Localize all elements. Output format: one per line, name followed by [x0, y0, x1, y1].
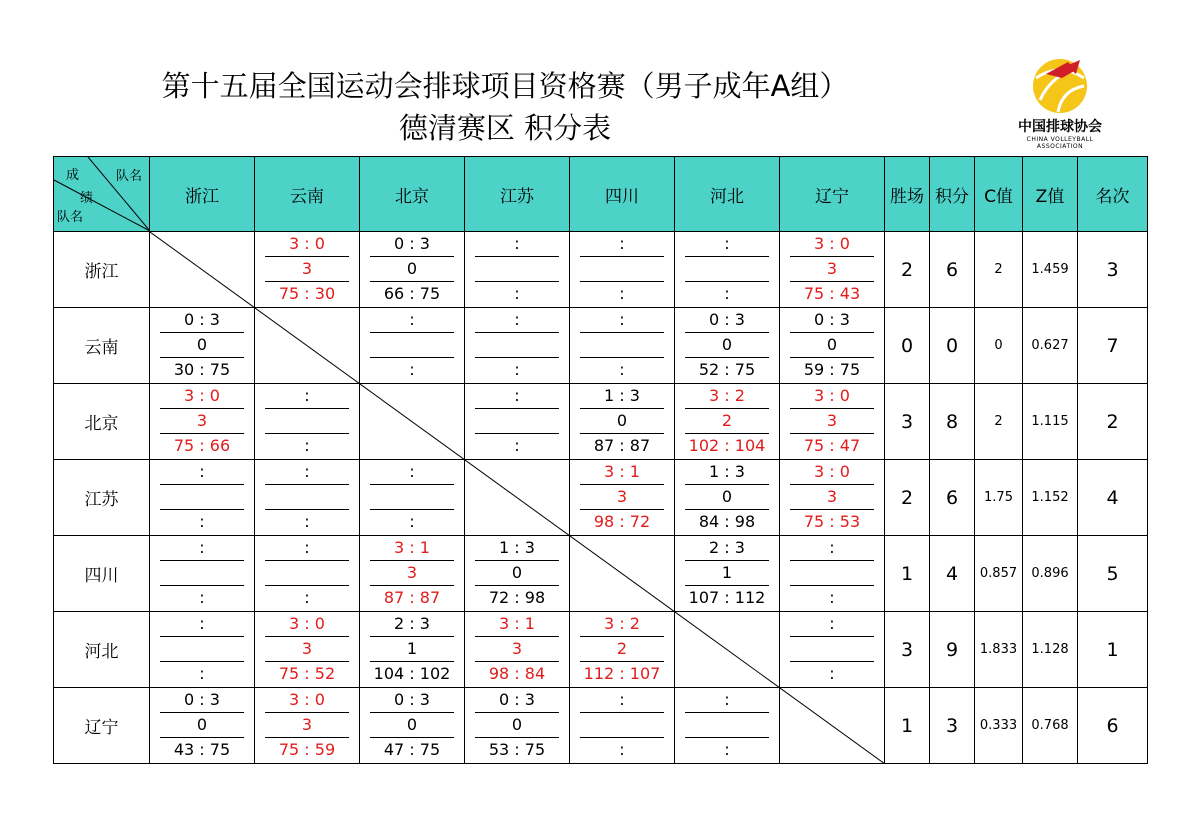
table-row — [54, 460, 1148, 536]
page-subtitle: 德清赛区 积分表 — [398, 111, 612, 145]
self-match-cell — [675, 612, 780, 688]
match-points — [160, 637, 244, 662]
set-score: : — [160, 612, 244, 637]
total-points: 4 — [930, 536, 975, 612]
set-score: 3 : 0 — [790, 232, 874, 257]
diagonal-line — [150, 232, 255, 308]
z-value: 1.459 — [1023, 232, 1078, 308]
rally-points: 75 : 66 — [173, 436, 231, 455]
rally-points: 104 : 102 — [373, 664, 451, 683]
z-value: 1.152 — [1023, 460, 1078, 536]
set-score: 3 : 0 — [790, 384, 874, 409]
rally-points: 53 : 75 — [488, 740, 546, 759]
set-score: 3 : 0 — [790, 460, 874, 485]
wins-count: 3 — [885, 612, 930, 688]
match-points: 3 — [580, 485, 664, 510]
match-result-cell — [150, 384, 255, 460]
match-points: 0 — [160, 333, 244, 358]
self-match-cell — [150, 232, 255, 308]
column-header: 云南 — [255, 157, 360, 232]
row-team-name: 云南 — [54, 308, 150, 384]
set-score: 0 : 3 — [370, 688, 454, 713]
set-score: 1 : 3 — [685, 460, 769, 485]
column-header: 名次 — [1078, 157, 1148, 232]
set-score: 2 : 3 — [685, 536, 769, 561]
match-result-cell — [675, 688, 780, 764]
rally-points: 72 : 98 — [488, 588, 546, 607]
rank: 7 — [1078, 308, 1148, 384]
match-points — [685, 257, 769, 282]
match-result-cell — [255, 232, 360, 308]
set-score: 3 : 0 — [160, 384, 244, 409]
c-value: 1.833 — [975, 612, 1023, 688]
table-row — [54, 232, 1148, 308]
match-result-cell — [150, 536, 255, 612]
match-points: 3 — [475, 637, 559, 662]
rank: 5 — [1078, 536, 1148, 612]
rally-points: 98 : 84 — [488, 664, 546, 683]
match-points: 0 — [790, 333, 874, 358]
row-team-name: 四川 — [54, 536, 150, 612]
match-points — [265, 409, 349, 434]
match-points — [580, 333, 664, 358]
z-value: 0.896 — [1023, 536, 1078, 612]
diagonal-line — [675, 612, 780, 688]
rank: 6 — [1078, 688, 1148, 764]
match-points: 0 — [160, 713, 244, 738]
rally-points: 107 : 112 — [688, 588, 766, 607]
match-points — [475, 257, 559, 282]
match-points: 3 — [160, 409, 244, 434]
match-result-cell — [780, 232, 885, 308]
diagonal-line — [255, 308, 360, 384]
rally-points: 75 : 47 — [803, 436, 861, 455]
rally-points: 75 : 52 — [278, 664, 336, 683]
rally-points: 75 : 43 — [803, 284, 861, 303]
total-points: 6 — [930, 232, 975, 308]
total-points: 3 — [930, 688, 975, 764]
match-points — [370, 333, 454, 358]
rally-points: : — [199, 664, 205, 683]
wins-count: 3 — [885, 384, 930, 460]
rally-points: 87 : 87 — [383, 588, 441, 607]
standings-table — [53, 156, 1148, 764]
match-result-cell — [465, 688, 570, 764]
total-points: 9 — [930, 612, 975, 688]
rally-points: 47 : 75 — [383, 740, 441, 759]
match-result-cell — [570, 460, 675, 536]
match-points — [160, 561, 244, 586]
match-result-cell — [465, 232, 570, 308]
z-value: 1.128 — [1023, 612, 1078, 688]
match-result-cell — [255, 536, 360, 612]
rank: 2 — [1078, 384, 1148, 460]
match-points: 3 — [370, 561, 454, 586]
match-points — [475, 409, 559, 434]
match-points: 3 — [790, 409, 874, 434]
diagonal-line — [360, 384, 465, 460]
table-row — [54, 308, 1148, 384]
row-team-name: 江苏 — [54, 460, 150, 536]
column-header: 浙江 — [150, 157, 255, 232]
match-points: 0 — [580, 409, 664, 434]
total-points: 8 — [930, 384, 975, 460]
set-score: : — [580, 308, 664, 333]
match-result-cell — [780, 384, 885, 460]
rally-points: : — [724, 740, 730, 759]
set-score: 3 : 2 — [685, 384, 769, 409]
rally-points: : — [514, 436, 520, 455]
set-score: : — [160, 536, 244, 561]
self-match-cell — [780, 688, 885, 764]
column-header: 河北 — [675, 157, 780, 232]
match-result-cell — [150, 612, 255, 688]
match-result-cell — [780, 612, 885, 688]
match-result-cell — [780, 460, 885, 536]
rally-points: 75 : 30 — [278, 284, 336, 303]
match-result-cell — [675, 460, 780, 536]
diagonal-line — [465, 460, 570, 536]
match-result-cell — [150, 308, 255, 384]
match-result-cell — [255, 384, 360, 460]
c-value: 2 — [975, 232, 1023, 308]
column-header: 四川 — [570, 157, 675, 232]
match-points — [580, 713, 664, 738]
match-points — [790, 637, 874, 662]
self-match-cell — [570, 536, 675, 612]
match-points: 3 — [790, 485, 874, 510]
match-points: 3 — [790, 257, 874, 282]
row-team-name: 北京 — [54, 384, 150, 460]
column-header: 胜场 — [885, 157, 930, 232]
self-match-cell — [255, 308, 360, 384]
match-result-cell — [360, 232, 465, 308]
match-points: 2 — [580, 637, 664, 662]
table-row — [54, 688, 1148, 764]
match-points — [685, 713, 769, 738]
column-header: 江苏 — [465, 157, 570, 232]
match-result-cell — [150, 460, 255, 536]
z-value: 0.627 — [1023, 308, 1078, 384]
rally-points: 84 : 98 — [698, 512, 756, 531]
rally-points: : — [304, 512, 310, 531]
set-score: : — [370, 308, 454, 333]
match-result-cell — [675, 384, 780, 460]
match-result-cell — [465, 536, 570, 612]
rally-points: : — [199, 512, 205, 531]
c-value: 0 — [975, 308, 1023, 384]
match-points: 0 — [475, 713, 559, 738]
logo-name-cn: 中国排球协会 — [1018, 119, 1102, 135]
self-match-cell — [465, 460, 570, 536]
match-points: 3 — [265, 637, 349, 662]
row-team-name: 浙江 — [54, 232, 150, 308]
rally-points: : — [829, 664, 835, 683]
match-result-cell — [570, 384, 675, 460]
rally-points: : — [199, 588, 205, 607]
rally-points: 43 : 75 — [173, 740, 231, 759]
corner-label-top: 队名 — [116, 169, 143, 184]
match-result-cell — [780, 536, 885, 612]
column-header: 北京 — [360, 157, 465, 232]
match-result-cell — [360, 612, 465, 688]
z-value: 1.115 — [1023, 384, 1078, 460]
set-score: 0 : 3 — [790, 308, 874, 333]
set-score: 3 : 1 — [475, 612, 559, 637]
z-value: 0.768 — [1023, 688, 1078, 764]
match-points: 0 — [370, 257, 454, 282]
rally-points: : — [409, 512, 415, 531]
diagonal-line — [780, 688, 885, 764]
rally-points: 66 : 75 — [383, 284, 441, 303]
diagonal-line — [570, 536, 675, 612]
set-score: 3 : 0 — [265, 688, 349, 713]
set-score: : — [580, 688, 664, 713]
set-score: : — [370, 460, 454, 485]
wins-count: 2 — [885, 232, 930, 308]
match-points: 2 — [685, 409, 769, 434]
table-row — [54, 612, 1148, 688]
column-header: C值 — [975, 157, 1023, 232]
match-result-cell — [675, 536, 780, 612]
rally-points: 98 : 72 — [593, 512, 651, 531]
match-result-cell — [570, 688, 675, 764]
rally-points: : — [724, 284, 730, 303]
set-score: 3 : 2 — [580, 612, 664, 637]
match-result-cell — [465, 308, 570, 384]
set-score: 0 : 3 — [160, 688, 244, 713]
page-title: 第十五届全国运动会排球项目资格赛（男子成年A组） — [161, 69, 849, 103]
set-score: 0 : 3 — [475, 688, 559, 713]
rally-points: : — [304, 436, 310, 455]
rank: 3 — [1078, 232, 1148, 308]
match-result-cell — [360, 460, 465, 536]
rally-points: 52 : 75 — [698, 360, 756, 379]
set-score: : — [475, 308, 559, 333]
self-match-cell — [360, 384, 465, 460]
c-value: 2 — [975, 384, 1023, 460]
set-score: 0 : 3 — [370, 232, 454, 257]
set-score: : — [265, 536, 349, 561]
logo-name-en: CHINA VOLLEYBALL ASSOCIATION — [1026, 136, 1094, 150]
rally-points: 87 : 87 — [593, 436, 651, 455]
rally-points: 75 : 53 — [803, 512, 861, 531]
set-score: 2 : 3 — [370, 612, 454, 637]
set-score: 3 : 1 — [370, 536, 454, 561]
match-result-cell — [360, 688, 465, 764]
rally-points: 102 : 104 — [688, 436, 766, 455]
rally-points: : — [409, 360, 415, 379]
column-header: 辽宁 — [780, 157, 885, 232]
match-points — [580, 257, 664, 282]
set-score: : — [685, 688, 769, 713]
wins-count: 1 — [885, 688, 930, 764]
match-result-cell — [570, 308, 675, 384]
match-points — [265, 485, 349, 510]
set-score: : — [475, 384, 559, 409]
match-points — [160, 485, 244, 510]
match-points — [370, 485, 454, 510]
rally-points: : — [304, 588, 310, 607]
c-value: 1.75 — [975, 460, 1023, 536]
set-score: : — [160, 460, 244, 485]
row-team-name: 辽宁 — [54, 688, 150, 764]
rally-points: : — [514, 360, 520, 379]
set-score: 0 : 3 — [160, 308, 244, 333]
rally-points: : — [619, 360, 625, 379]
column-header: 积分 — [930, 157, 975, 232]
rally-points: 30 : 75 — [173, 360, 231, 379]
table-row — [54, 384, 1148, 460]
rank: 4 — [1078, 460, 1148, 536]
set-score: : — [580, 232, 664, 257]
rally-points: : — [619, 284, 625, 303]
set-score: 3 : 0 — [265, 232, 349, 257]
set-score: : — [790, 612, 874, 637]
match-points — [475, 333, 559, 358]
rally-points: : — [514, 284, 520, 303]
match-points: 3 — [265, 257, 349, 282]
corner-header — [54, 157, 150, 232]
match-result-cell — [675, 232, 780, 308]
set-score: : — [265, 384, 349, 409]
match-result-cell — [675, 308, 780, 384]
column-header: Z值 — [1023, 157, 1078, 232]
wins-count: 0 — [885, 308, 930, 384]
match-result-cell — [465, 384, 570, 460]
match-result-cell — [780, 308, 885, 384]
c-value: 0.857 — [975, 536, 1023, 612]
match-points — [265, 561, 349, 586]
match-points: 1 — [370, 637, 454, 662]
set-score: : — [790, 536, 874, 561]
set-score: 1 : 3 — [580, 384, 664, 409]
corner-label-bottom: 队名 — [57, 210, 84, 225]
match-result-cell — [255, 460, 360, 536]
match-points: 0 — [475, 561, 559, 586]
rank: 1 — [1078, 612, 1148, 688]
corner-label-mid1: 成 — [66, 168, 80, 183]
match-result-cell — [360, 308, 465, 384]
set-score: 3 : 0 — [265, 612, 349, 637]
match-points: 1 — [685, 561, 769, 586]
header-row — [54, 157, 1148, 232]
match-points: 3 — [265, 713, 349, 738]
volleyball-logo-icon — [1010, 56, 1110, 116]
match-result-cell — [570, 612, 675, 688]
wins-count: 2 — [885, 460, 930, 536]
wins-count: 1 — [885, 536, 930, 612]
set-score: 1 : 3 — [475, 536, 559, 561]
rally-points: 59 : 75 — [803, 360, 861, 379]
match-points: 0 — [370, 713, 454, 738]
row-team-name: 河北 — [54, 612, 150, 688]
set-score: : — [685, 232, 769, 257]
rally-points: : — [619, 740, 625, 759]
rally-points: 75 : 59 — [278, 740, 336, 759]
set-score: 0 : 3 — [685, 308, 769, 333]
match-result-cell — [465, 612, 570, 688]
rally-points: 112 : 107 — [583, 664, 661, 683]
c-value: 0.333 — [975, 688, 1023, 764]
match-points: 0 — [685, 485, 769, 510]
corner-label-mid2: 绩 — [80, 191, 94, 206]
match-result-cell — [255, 688, 360, 764]
total-points: 0 — [930, 308, 975, 384]
match-result-cell — [255, 612, 360, 688]
set-score: : — [265, 460, 349, 485]
table-row — [54, 536, 1148, 612]
match-result-cell — [150, 688, 255, 764]
match-points — [790, 561, 874, 586]
match-result-cell — [570, 232, 675, 308]
total-points: 6 — [930, 460, 975, 536]
set-score: : — [475, 232, 559, 257]
rally-points: : — [829, 588, 835, 607]
association-logo — [1010, 56, 1110, 148]
match-points: 0 — [685, 333, 769, 358]
set-score: 3 : 1 — [580, 460, 664, 485]
match-result-cell — [360, 536, 465, 612]
